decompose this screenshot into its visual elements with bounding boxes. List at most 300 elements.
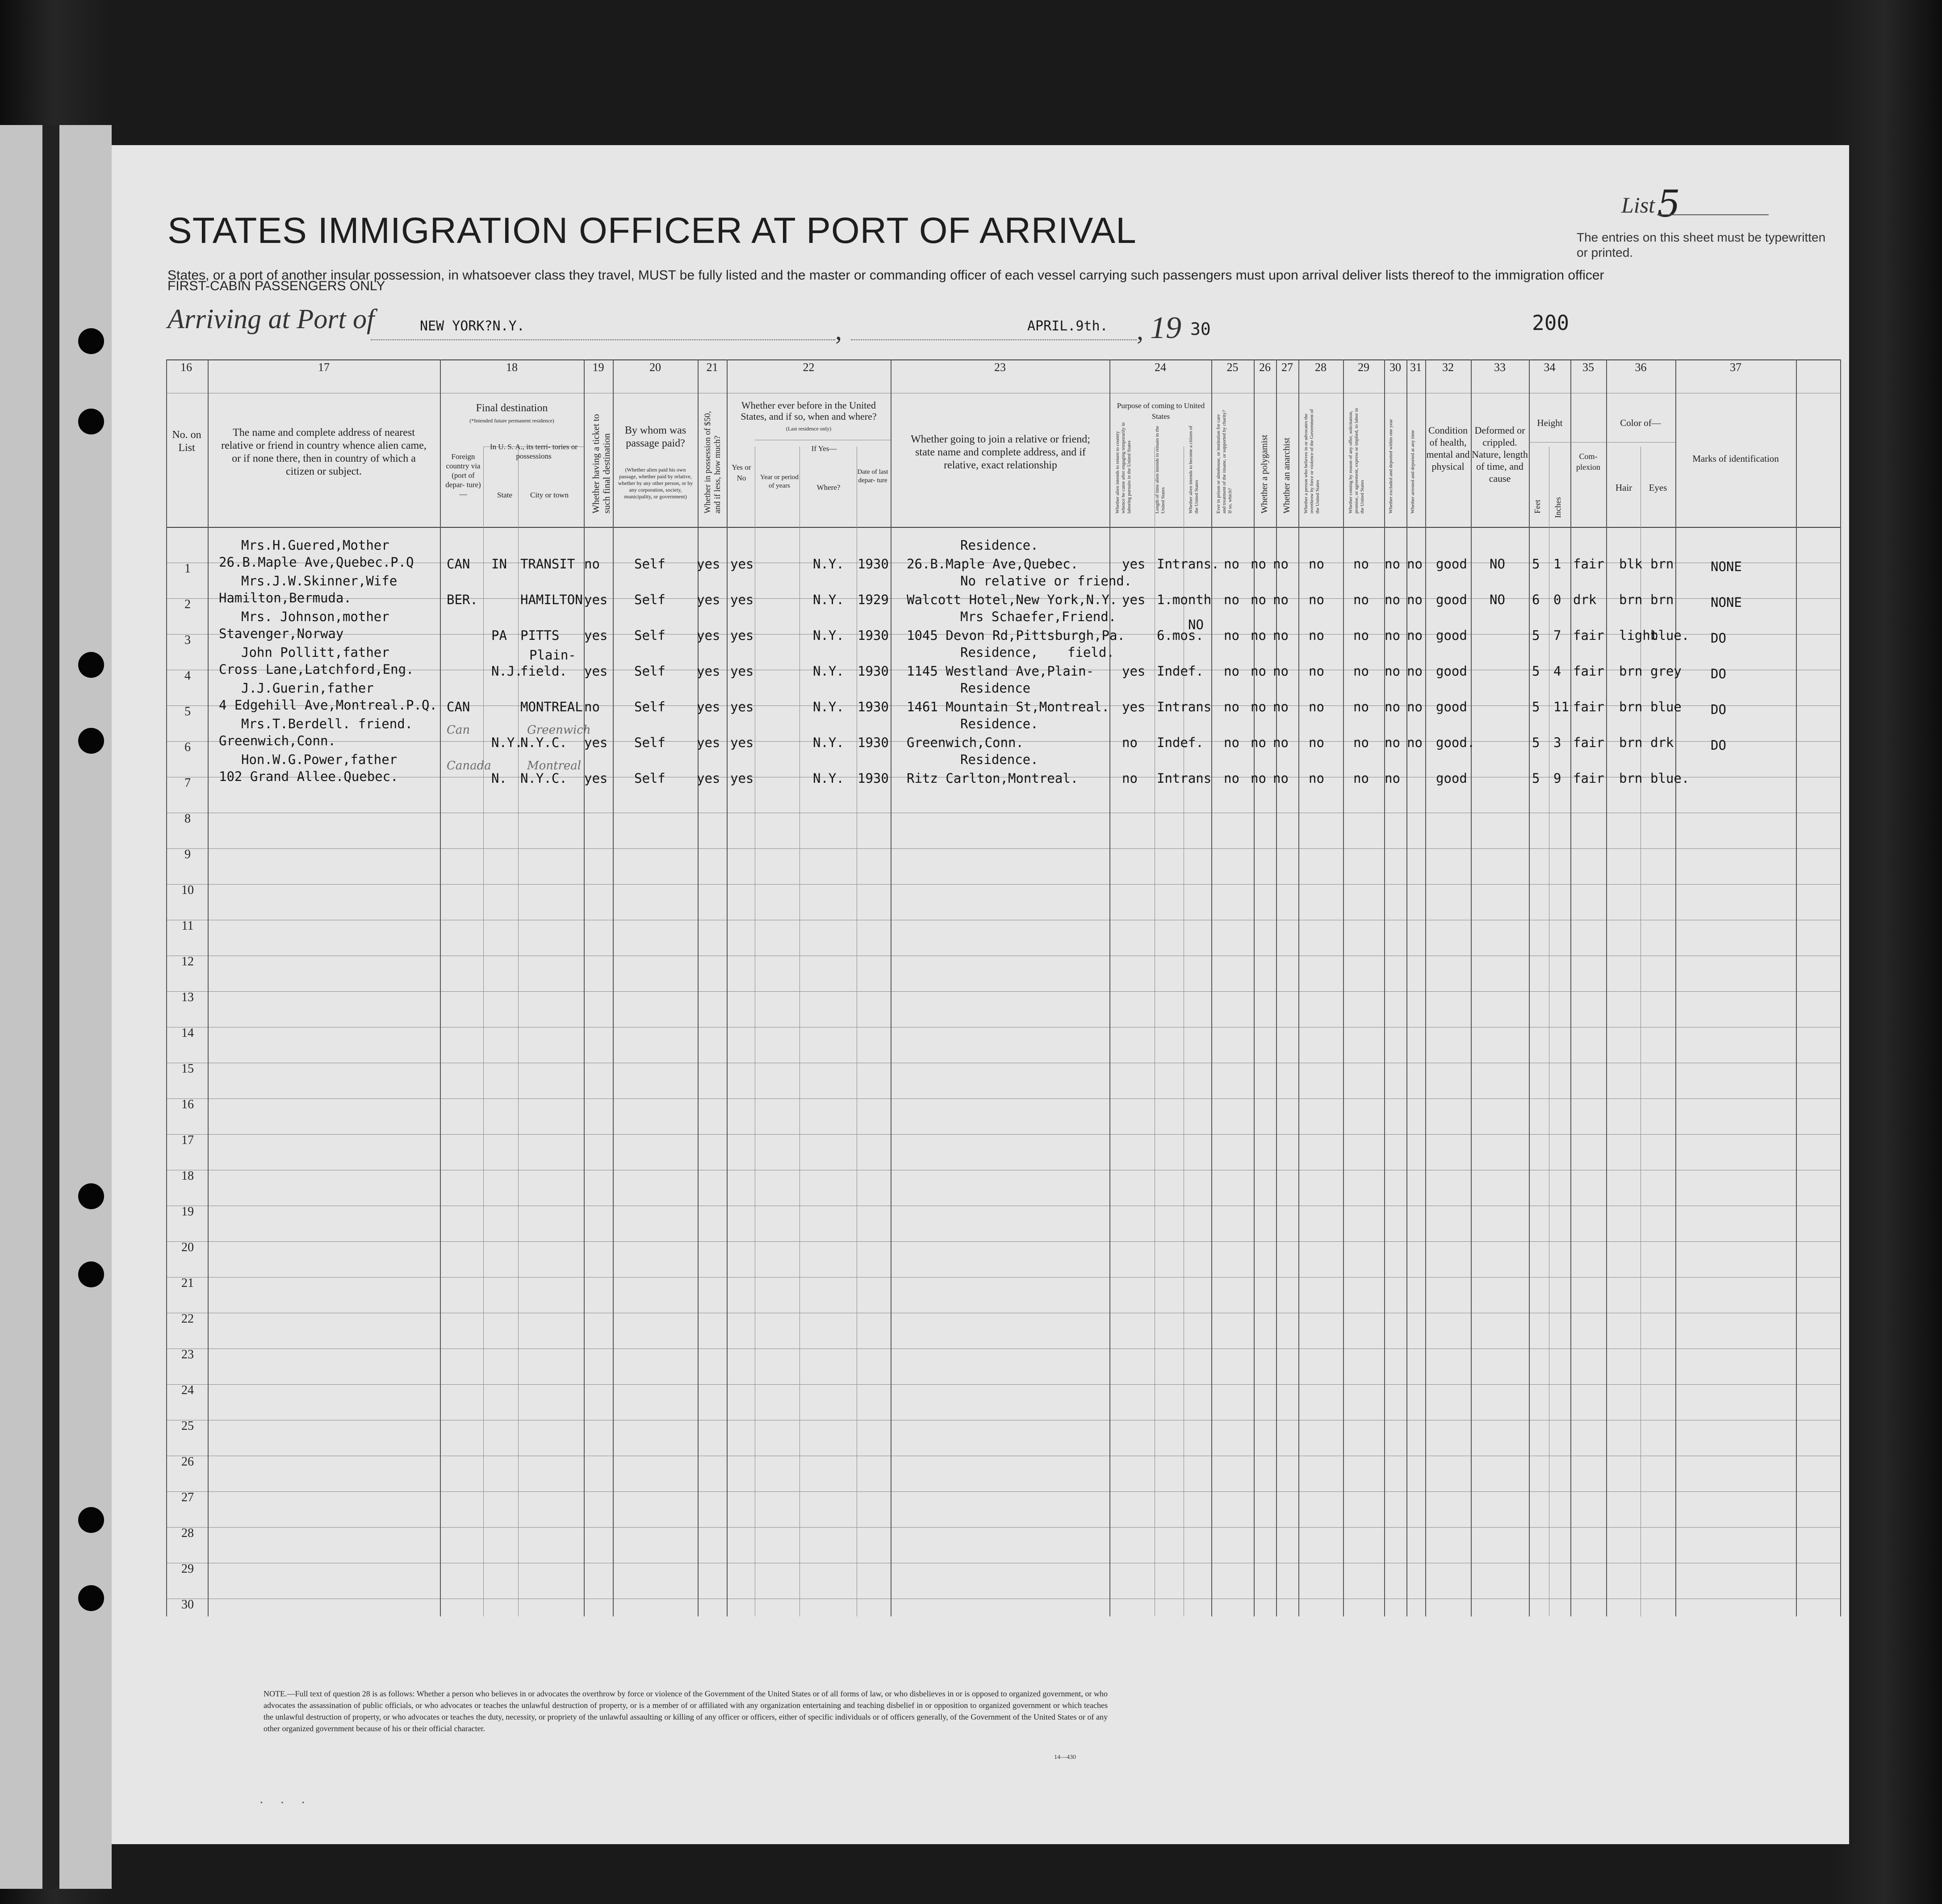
entry-join-a: Residence.: [960, 716, 1038, 731]
entry-foreign: CAN: [447, 556, 470, 572]
entry-fifty: yes: [697, 771, 720, 786]
entry-q30: no: [1385, 556, 1400, 572]
entry-eyes: brn: [1650, 556, 1674, 572]
entry-handwritten-city: Greenwich: [527, 723, 591, 737]
entry-fifty: yes: [697, 735, 720, 750]
entry-ever-before: yes: [730, 664, 754, 679]
grid-row-rule: [166, 1241, 1840, 1242]
column-number: 28: [1315, 361, 1327, 374]
grid-row-rule: [166, 1098, 1840, 1099]
entry-condition: good: [1436, 556, 1467, 572]
entry-date-departure: 1930: [858, 664, 889, 679]
grid-row-rule: [166, 1134, 1840, 1135]
entry-purpose-c: NO: [1188, 617, 1204, 632]
row-number: 26: [181, 1455, 194, 1469]
entry-purpose-b: 6.mos.: [1157, 628, 1204, 643]
entry-marks: DO: [1711, 738, 1726, 753]
row-number: 5: [184, 705, 191, 718]
header-final-destination-note: (*Intended future permanent residence): [469, 418, 554, 424]
entry-prison: no: [1224, 592, 1239, 607]
entry-complexion: fair: [1573, 699, 1604, 714]
grid-column-rule: [1425, 359, 1426, 1616]
row-number: 7: [184, 776, 191, 790]
entry-q31: no: [1407, 628, 1423, 643]
entry-complexion: fair: [1573, 628, 1604, 643]
row-number: 24: [181, 1383, 194, 1397]
entry-q29: no: [1353, 556, 1369, 572]
entry-feet: 5: [1532, 556, 1540, 572]
first-cabin-label: FIRST-CABIN PASSENGERS ONLY: [167, 279, 385, 293]
grid-header-rule: [166, 527, 1840, 528]
entry-hair: brn: [1619, 771, 1643, 786]
column-number: 34: [1544, 361, 1556, 374]
header-year-period: Year or period of years: [760, 474, 799, 489]
header-q28: Whether a person who believes in or advocates the overthrow by force or violence of the Government of the United States: [1303, 409, 1320, 514]
row-number: 17: [181, 1133, 194, 1147]
grid-column-rule: [1276, 359, 1277, 1616]
entry-q29: no: [1353, 699, 1369, 714]
entry-q28: no: [1309, 771, 1324, 786]
entry-city: field.: [520, 664, 567, 679]
header-no-on-list: No. on List: [172, 429, 201, 454]
entry-ticket: yes: [584, 664, 608, 679]
entry-q31: no: [1407, 556, 1423, 572]
year-prefix: 19: [1150, 311, 1181, 345]
entry-ticket: yes: [584, 592, 608, 607]
entry-city: PITTS: [520, 628, 560, 643]
entry-where: N.Y.: [813, 771, 844, 786]
punch-hole: [78, 1261, 104, 1287]
column-number: 24: [1155, 361, 1166, 374]
entry-q31: no: [1407, 592, 1423, 607]
entry-marks: NONE: [1711, 559, 1742, 574]
entry-ticket: no: [584, 699, 600, 714]
entry-condition: good: [1436, 771, 1467, 786]
entry-city: N.Y.C.: [520, 735, 567, 750]
punch-hole: [78, 1585, 104, 1611]
grid-subcolumn-rule: [518, 447, 519, 1616]
grid-column-rule: [208, 359, 209, 1616]
header-last-residence: (Last residence only): [786, 426, 832, 432]
header-polygamist: Whether a polygamist: [1260, 434, 1269, 514]
entry-handwritten-foreign: Can: [447, 723, 470, 737]
row-number: 19: [181, 1205, 194, 1219]
entry-q29: no: [1353, 771, 1369, 786]
entry-state: N.Y.: [491, 735, 523, 750]
entry-condition: good: [1436, 592, 1467, 607]
row-number: 30: [181, 1598, 194, 1612]
grid-subcolumn-rule: [799, 447, 800, 1616]
grid-column-rule: [1675, 359, 1676, 1616]
grid-column-rule: [166, 359, 167, 1616]
grid-column-rule: [584, 359, 585, 1616]
header-ticket: Whether having a ticket to such final destination: [590, 414, 612, 514]
entry-q31: no: [1407, 735, 1423, 750]
header-purpose-return: Whether alien intends to return to country whence he came after engaging temporarily in laboring pursuits in the United States: [1115, 422, 1132, 514]
header-purpose-citizen: Whether alien intends to become a citizen of the United States: [1188, 426, 1199, 514]
grid-column-rule: [1254, 359, 1255, 1616]
header-ever-before: Whether ever before in the United States, and if so, when and where?: [741, 400, 877, 422]
entry-handwritten-foreign: Canada: [447, 759, 491, 772]
entry-polygamist: no: [1251, 664, 1266, 679]
header-inches: Inches: [1553, 497, 1562, 518]
entry-date-departure: 1929: [858, 592, 889, 607]
grid-column-rule: [1384, 359, 1385, 1616]
entry-purpose-b: Intrans: [1157, 699, 1212, 714]
entry-relative-address: Stavenger,Norway: [219, 626, 344, 641]
entry-q30: no: [1385, 735, 1400, 750]
entry-join-a: Residence: [960, 681, 1031, 696]
header-possession-50: Whether in possession of $50, and if less, how much?: [703, 411, 722, 514]
entry-foreign: CAN: [447, 699, 470, 714]
entry-city: N.Y.C.: [520, 771, 567, 786]
grid-subheader-rule: [1529, 442, 1675, 443]
entry-fifty: yes: [697, 664, 720, 679]
grid-column-rule: [613, 359, 614, 1616]
manifest-sheet: [112, 145, 1849, 1844]
entry-join-a: Residence,: [960, 645, 1038, 660]
entry-condition: good: [1436, 699, 1467, 714]
entry-purpose-a: yes: [1122, 664, 1146, 679]
row-number: 14: [181, 1026, 194, 1040]
header-where: Where?: [816, 483, 841, 492]
punch-hole: [78, 409, 104, 434]
column-number: 36: [1635, 361, 1647, 374]
column-number: 25: [1226, 361, 1239, 374]
entry-join-b: Walcott Hotel,New York,N.Y.: [907, 592, 1117, 607]
row-number: 23: [181, 1348, 194, 1361]
header-final-destination: Final destination: [476, 402, 548, 414]
entry-relative-name: Mrs.H.Guered,Mother: [241, 538, 389, 553]
header-city: City or town: [530, 491, 569, 499]
entry-ever-before: yes: [730, 628, 754, 643]
entry-join-a: Residence.: [960, 538, 1038, 553]
grid-column-rule: [440, 359, 441, 1616]
binding-shadow: [42, 125, 59, 1889]
typewritten-note: The entries on this sheet must be typewritten or printed.: [1577, 230, 1826, 259]
column-number: 37: [1730, 361, 1741, 374]
entry-eyes: blue.: [1650, 771, 1690, 786]
row-number: 21: [181, 1276, 194, 1290]
entry-q30: no: [1385, 771, 1400, 786]
footer-marks: · · ·: [259, 1794, 312, 1810]
page-title: STATES IMMIGRATION OFFICER AT PORT OF ARRIVAL: [167, 210, 1137, 251]
entry-relative-name: Mrs.T.Berdell. friend.: [241, 716, 413, 731]
header-relative-friend: Whether going to join a relative or friend; state name and complete address, and if relative, exact relationship: [911, 434, 1090, 471]
entry-paid-by: Self: [634, 628, 665, 643]
header-foreign-country: Foreign country via (port of depar- ture)—: [445, 452, 481, 498]
row-number: 16: [181, 1098, 194, 1111]
entry-date-departure: 1930: [858, 771, 889, 786]
entry-q30: no: [1385, 592, 1400, 607]
header-if-yes: If Yes—: [811, 444, 837, 453]
entry-where: N.Y.: [813, 592, 844, 607]
arriving-label: Arriving at Port of: [167, 304, 375, 334]
year-suffix: 30: [1190, 319, 1211, 339]
entry-eyes: blue.: [1650, 628, 1690, 643]
entry-anarchist: no: [1273, 771, 1289, 786]
entry-anarchist: no: [1273, 556, 1289, 572]
row-number: 20: [181, 1240, 194, 1254]
header-passage-paid: By whom was passage paid?: [624, 425, 686, 449]
entry-relative-name: John Pollitt,father: [241, 645, 389, 660]
entry-q31: no: [1407, 664, 1423, 679]
entry-city: TRANSIT: [520, 556, 575, 572]
entry-q28: no: [1309, 664, 1324, 679]
entry-where: N.Y.: [813, 699, 844, 714]
entry-fifty: yes: [697, 592, 720, 607]
column-number: 27: [1281, 361, 1293, 374]
entry-purpose-b: 1.month: [1157, 592, 1212, 607]
entry-hair: brn: [1619, 664, 1643, 679]
entry-where: N.Y.: [813, 628, 844, 643]
column-number: 22: [803, 361, 815, 374]
grid-column-rule: [1570, 359, 1571, 1616]
entry-condition: good.: [1436, 735, 1475, 750]
entry-join-a: Mrs Schaefer,Friend.: [960, 609, 1117, 624]
column-number: 17: [318, 361, 330, 374]
header-name-address: The name and complete address of nearest relative or friend in country whence alien came, or if none there, then in country of which a citizen or subject.: [221, 427, 427, 477]
column-number: 35: [1582, 361, 1594, 374]
row-number: 3: [184, 633, 191, 647]
grid-column-rule: [1840, 359, 1841, 1616]
entry-join-b: 1145 Westland Ave,Plain-: [907, 664, 1094, 679]
row-number: 12: [181, 955, 194, 969]
entry-anarchist: no: [1273, 664, 1289, 679]
list-underline: [1657, 214, 1769, 215]
column-number: 19: [592, 361, 604, 374]
entry-relative-address: 4 Edgehill Ave,Montreal.P.Q.: [219, 697, 437, 713]
entry-inches: 3: [1553, 735, 1561, 750]
entry-q28: no: [1309, 699, 1324, 714]
entry-q30: no: [1385, 628, 1400, 643]
entry-where: N.Y.: [813, 664, 844, 679]
entry-fifty: yes: [697, 556, 720, 572]
entry-marks: NONE: [1711, 595, 1742, 610]
entry-ever-before: yes: [730, 699, 754, 714]
entry-q31: no: [1407, 699, 1423, 714]
list-number: 5: [1657, 183, 1681, 225]
row-number: 15: [181, 1062, 194, 1076]
entry-polygamist: no: [1251, 556, 1266, 572]
entry-city-a: Plain-: [529, 647, 576, 663]
entry-city: HAMILTON: [520, 592, 583, 607]
entry-polygamist: no: [1251, 628, 1266, 643]
header-condition: Condition of health, mental and physical: [1426, 425, 1470, 472]
entry-state: N.: [491, 771, 507, 786]
entry-feet: 5: [1532, 735, 1540, 750]
punch-hole: [78, 652, 104, 678]
entry-purpose-b: Indef.: [1157, 735, 1204, 750]
punch-hole: [78, 328, 104, 354]
header-color-of: Color of—: [1620, 418, 1661, 428]
entry-join-a2: field.: [1067, 645, 1114, 660]
list-label: List: [1621, 192, 1655, 217]
column-number: 30: [1390, 361, 1401, 374]
entry-complexion: fair: [1573, 735, 1604, 750]
row-number: 11: [181, 919, 194, 933]
header-prison: Ever in prison or almshouse, or institution for care and treatment of the insane, or supported by charity? If so, which?: [1216, 410, 1233, 514]
entry-ticket: yes: [584, 628, 608, 643]
sheet-code: 200: [1532, 311, 1570, 335]
entry-prison: no: [1224, 699, 1239, 714]
row-number: 9: [184, 848, 191, 861]
entry-state: N.J.: [491, 664, 523, 679]
entry-relative-address: 26.B.Maple Ave,Quebec.P.Q: [219, 555, 414, 570]
entry-anarchist: no: [1273, 628, 1289, 643]
header-q29: Whether coming by reason of any offer, solicitation, promise, or agreement, express or implied, to labor in the United States: [1348, 408, 1365, 514]
entry-relative-name: Hon.W.G.Power,father: [241, 752, 398, 767]
entry-relative-address: 102 Grand Allee.Quebec.: [219, 769, 398, 784]
entry-q28: no: [1309, 556, 1324, 572]
entry-relative-name: Mrs.J.W.Skinner,Wife: [241, 573, 398, 589]
entry-paid-by: Self: [634, 771, 665, 786]
entry-join-a: Residence.: [960, 752, 1038, 767]
footnote-code: 14—430: [1054, 1754, 1076, 1761]
row-number: 1: [184, 562, 191, 576]
column-number: 32: [1442, 361, 1454, 374]
entry-prison: no: [1224, 771, 1239, 786]
entry-fifty: yes: [697, 699, 720, 714]
entry-inches: 1: [1553, 556, 1561, 572]
entry-feet: 5: [1532, 771, 1540, 786]
entry-purpose-a: no: [1122, 771, 1138, 786]
entry-inches: 4: [1553, 664, 1561, 679]
entry-prison: no: [1224, 628, 1239, 643]
header-q31: Whether arrested and deported at any time: [1410, 430, 1415, 514]
grid-column-rule: [1343, 359, 1344, 1616]
punch-hole: [78, 1183, 104, 1209]
entry-join-a: No relative or friend.: [960, 573, 1132, 589]
entry-feet: 5: [1532, 628, 1540, 643]
entry-ever-before: yes: [730, 592, 754, 607]
entry-q29: no: [1353, 592, 1369, 607]
row-number: 2: [184, 597, 191, 611]
subtitle: States, or a port of another insular possession, in whatsoever class they travel, MUST be fully listed and the master or commanding officer of each vessel carrying such passengers must upon arrival deliver lists thereof to the immigration officer: [167, 268, 1604, 283]
header-deformed: Deformed or crippled. Nature, length of time, and cause: [1472, 425, 1528, 484]
entry-hair: brn: [1619, 735, 1643, 750]
entry-city: MONTREAL: [520, 699, 583, 714]
entry-purpose-a: no: [1122, 735, 1138, 750]
entry-deformed: NO: [1490, 592, 1505, 607]
entry-ever-before: yes: [730, 771, 754, 786]
grid-column-rule: [1471, 359, 1472, 1616]
entry-q29: no: [1353, 735, 1369, 750]
row-number: 4: [184, 669, 191, 683]
entry-join-b: 1461 Mountain St,Montreal.: [907, 699, 1109, 714]
grid-row-rule: [166, 1277, 1840, 1278]
entry-purpose-a: yes: [1122, 699, 1146, 714]
entry-q30: no: [1385, 699, 1400, 714]
entry-ever-before: yes: [730, 556, 754, 572]
entry-marks: DO: [1711, 666, 1726, 681]
grid-row-rule: [166, 1384, 1840, 1385]
entry-date-departure: 1930: [858, 735, 889, 750]
entry-polygamist: no: [1251, 699, 1266, 714]
entry-hair: brn: [1619, 592, 1643, 607]
row-number: 10: [181, 883, 194, 897]
entry-anarchist: no: [1273, 735, 1289, 750]
entry-marks: DO: [1711, 630, 1726, 646]
column-number: 23: [994, 361, 1006, 374]
entry-condition: good: [1436, 664, 1467, 679]
entry-prison: no: [1224, 664, 1239, 679]
grid-row-rule: [166, 848, 1840, 849]
grid-top-rule: [166, 359, 1840, 360]
footnote: NOTE.—Full text of question 28 is as follows: Whether a person who believes in or advocates the overthrow by force or violence of the Government of the United States or of all forms of law, or who disbelieves in or is opposed to organized government, or who advocates the assassination of public officials, or who advocates or teaches the unlawful destruction of property, or is a member of or affiliated with any organization entertaining and teaching disbelief in or opposition to organized government or which teaches the unlawful destruction of property, or who advocates or teaches the duty, necessity, or propriety of the unlawful assaulting or killing of any officer or officers, either of specific individuals or of officers generally, of the Government of the United States or of any other organized government because of his or their official character.: [264, 1689, 1108, 1733]
port-value: NEW YORK?N.Y.: [420, 318, 525, 334]
row-number: 13: [181, 990, 194, 1004]
column-number: 31: [1410, 361, 1422, 374]
entry-handwritten-city: Montreal: [527, 759, 582, 772]
grid-column-rule: [1298, 359, 1299, 1616]
entry-paid-by: Self: [634, 556, 665, 572]
header-in-usa: In U. S. A., its terri- tories or possessions: [490, 443, 578, 460]
entry-prison: no: [1224, 735, 1239, 750]
entry-deformed: NO: [1490, 556, 1505, 572]
entry-q28: no: [1309, 592, 1324, 607]
entry-inches: 11: [1553, 699, 1569, 714]
entry-state: PA: [491, 628, 507, 643]
entry-q28: no: [1309, 735, 1324, 750]
column-number: 33: [1494, 361, 1506, 374]
entry-polygamist: no: [1251, 735, 1266, 750]
entry-where: N.Y.: [813, 556, 844, 572]
header-eyes: Eyes: [1649, 482, 1667, 493]
entry-relative-name: Mrs. Johnson,mother: [241, 609, 389, 624]
column-number: 21: [706, 361, 718, 374]
entry-fifty: yes: [697, 628, 720, 643]
entry-eyes: brn: [1650, 592, 1674, 607]
row-number: 25: [181, 1419, 194, 1433]
entry-eyes: drk: [1650, 735, 1674, 750]
entry-join-b: Ritz Carlton,Montreal.: [907, 771, 1079, 786]
entry-purpose-b: Intrans.: [1157, 556, 1219, 572]
entry-polygamist: no: [1251, 771, 1266, 786]
grid-row-rule: [166, 1527, 1840, 1528]
grid-column-rule: [727, 359, 728, 1616]
header-marks: Marks of identification: [1692, 453, 1779, 464]
entry-inches: 9: [1553, 771, 1561, 786]
entry-q28: no: [1309, 628, 1324, 643]
entry-join-b: 1045 Devon Rd,Pittsburgh,Pa.: [907, 628, 1125, 643]
entry-purpose-a: yes: [1122, 592, 1146, 607]
grid-row-rule: [166, 884, 1840, 885]
entry-hair: light: [1619, 628, 1658, 643]
entry-feet: 5: [1532, 664, 1540, 679]
column-number: 26: [1259, 361, 1271, 374]
grid-column-rule: [1211, 359, 1212, 1616]
entry-complexion: drk: [1573, 592, 1597, 607]
header-date-last-departure: Date of last depar- ture: [857, 468, 888, 484]
entry-purpose-b: Indef.: [1157, 664, 1204, 679]
column-number: 29: [1358, 361, 1369, 374]
row-number: 28: [181, 1526, 194, 1540]
grid-column-rule: [1606, 359, 1607, 1616]
entry-relative-address: Greenwich,Conn.: [219, 733, 336, 748]
header-purpose: Purpose of coming to United States: [1117, 401, 1205, 421]
entry-paid-by: Self: [634, 735, 665, 750]
header-passage-paid-note: (Whether alien paid his own passage, whether paid by relative, whether by any other person, or by any corporation, society, municipality, or government): [618, 467, 693, 500]
header-q30: Whether excluded and deported within one year: [1388, 419, 1394, 514]
entry-complexion: fair: [1573, 771, 1604, 786]
date-dotted-line: [851, 339, 1137, 340]
entry-hair: blk: [1619, 556, 1643, 572]
entry-q29: no: [1353, 664, 1369, 679]
comma-separator: ,: [835, 316, 842, 345]
grid-row-rule: [166, 1491, 1840, 1492]
entry-anarchist: no: [1273, 592, 1289, 607]
